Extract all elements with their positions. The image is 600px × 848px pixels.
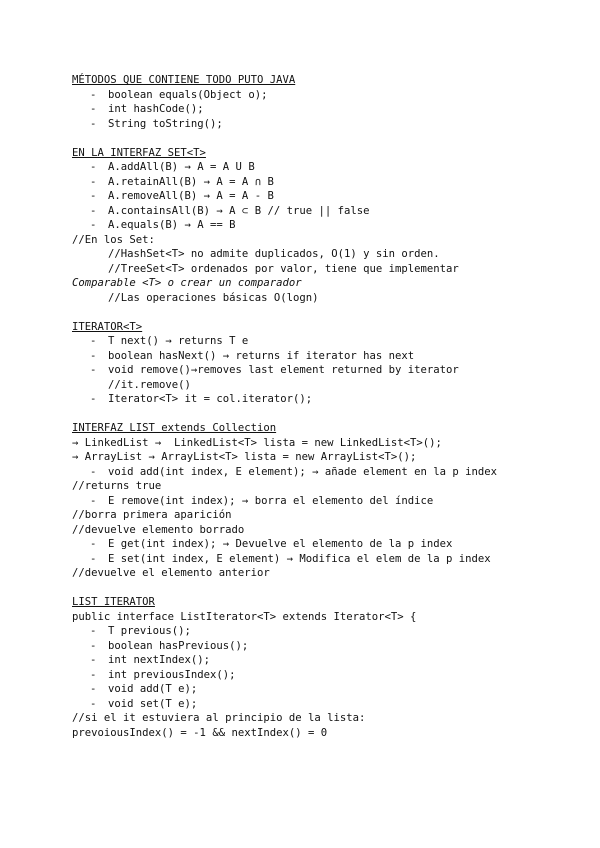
comment-line: //TreeSet<T> ordenados por valor, tiene que implementar bbox=[108, 262, 459, 275]
list-item-text: int nextIndex(); bbox=[108, 654, 211, 666]
list-item bbox=[72, 160, 572, 175]
spacer bbox=[72, 581, 572, 596]
list-item-text: int previousIndex(); bbox=[108, 668, 236, 681]
list-item-text: A.removeAll(B) → A = A - B bbox=[108, 190, 274, 202]
bullet-dash: - bbox=[90, 204, 97, 217]
list-item-text: E get(int index); → Devuelve el elemento de la p index bbox=[108, 538, 453, 550]
bullet-dash: - bbox=[90, 393, 97, 405]
bullet-dash: - bbox=[90, 161, 97, 173]
list-item-text: E remove(int index); → borra el elemento del índice bbox=[108, 494, 434, 507]
list-item bbox=[72, 334, 572, 349]
list-item bbox=[72, 494, 572, 509]
list-item-text: void add(T e); bbox=[108, 683, 198, 695]
list-item bbox=[72, 189, 572, 204]
list-item bbox=[72, 102, 572, 117]
notes-content bbox=[72, 73, 572, 740]
comment-line: Comparable <T> o crear un comparador bbox=[72, 277, 302, 289]
list-item-text: void remove()→removes last element returned by iterator bbox=[108, 364, 459, 376]
list-item bbox=[72, 218, 572, 233]
bullet-dash: - bbox=[90, 465, 97, 478]
list-item bbox=[72, 204, 572, 219]
section-heading-set: EN LA INTERFAZ SET<T> bbox=[72, 146, 206, 159]
list-item-text: A.containsAll(B) → A ⊂ B // true || false bbox=[108, 204, 370, 217]
bullet-dash: - bbox=[90, 683, 97, 695]
comment-line: //si el it estuviera al principio de la lista: bbox=[72, 712, 366, 724]
list-item-text: A.addAll(B) → A = A U B bbox=[108, 161, 255, 173]
list-item bbox=[72, 363, 572, 378]
code-line: public interface ListIterator<T> extends Iterator<T> { bbox=[72, 610, 417, 623]
list-item bbox=[72, 349, 572, 364]
bullet-dash: - bbox=[90, 494, 97, 507]
bullet-dash: - bbox=[90, 349, 97, 362]
list-item-text: A.retainAll(B) → A = A ∩ B bbox=[108, 175, 274, 188]
bullet-dash: - bbox=[90, 552, 97, 565]
list-item bbox=[72, 552, 572, 567]
list-item bbox=[72, 88, 572, 103]
list-item-text: E set(int index, E element) → Modifica el elem de la p index bbox=[108, 552, 491, 565]
bullet-dash: - bbox=[90, 364, 97, 376]
list-item-text: A.equals(B) → A == B bbox=[108, 219, 236, 231]
list-item bbox=[72, 465, 572, 480]
spacer bbox=[72, 407, 572, 422]
spacer bbox=[72, 131, 572, 146]
list-item-text: boolean hasNext() → returns if iterator has next bbox=[108, 349, 415, 362]
list-item-text: boolean equals(Object o); bbox=[108, 88, 268, 101]
list-item-text: Iterator<T> it = col.iterator(); bbox=[108, 393, 313, 405]
list-item bbox=[72, 175, 572, 190]
section-heading-list-iterator: LIST ITERATOR bbox=[72, 596, 155, 608]
list-item bbox=[72, 668, 572, 683]
bullet-dash: - bbox=[90, 190, 97, 202]
section-heading-iterator: ITERATOR<T> bbox=[72, 320, 143, 333]
section-heading-list: INTERFAZ LIST extends Collection bbox=[72, 422, 277, 434]
list-item bbox=[72, 653, 572, 668]
bullet-dash: - bbox=[90, 697, 97, 710]
comment-line: //En los Set: bbox=[72, 233, 155, 246]
bullet-dash: - bbox=[90, 117, 97, 130]
bullet-dash: - bbox=[90, 625, 97, 637]
bullet-dash: - bbox=[90, 654, 97, 666]
list-item bbox=[72, 682, 572, 697]
list-item-text: void add(int index, E element); → añade element en la p index bbox=[108, 465, 498, 478]
list-item bbox=[72, 697, 572, 712]
code-line: → ArrayList → ArrayList<T> lista = new ArrayList<T>(); bbox=[72, 451, 417, 463]
code-line: → LinkedList → LinkedList<T> lista = new LinkedList<T>(); bbox=[72, 436, 442, 449]
comment-line: //devuelve elemento borrado bbox=[72, 523, 245, 536]
bullet-dash: - bbox=[90, 103, 97, 115]
comment-line: //devuelve el elemento anterior bbox=[72, 567, 270, 579]
list-item bbox=[72, 117, 572, 132]
list-item-text: void set(T e); bbox=[108, 697, 198, 710]
bullet-dash: - bbox=[90, 538, 97, 550]
bullet-dash: - bbox=[90, 668, 97, 681]
comment-line: //it.remove() bbox=[108, 378, 191, 391]
comment-line: //HashSet<T> no admite duplicados, O(1) y sin orden. bbox=[108, 248, 440, 260]
list-item-text: int hashCode(); bbox=[108, 103, 204, 115]
list-item bbox=[72, 392, 572, 407]
list-item-text: T previous(); bbox=[108, 625, 191, 637]
list-item bbox=[72, 639, 572, 654]
bullet-dash: - bbox=[90, 88, 97, 101]
list-item bbox=[72, 624, 572, 639]
bullet-dash: - bbox=[90, 219, 97, 231]
bullet-dash: - bbox=[90, 639, 97, 652]
list-item bbox=[72, 537, 572, 552]
bullet-dash: - bbox=[90, 175, 97, 188]
section-heading-java-methods: MÉTODOS QUE CONTIENE TODO PUTO JAVA bbox=[72, 74, 296, 86]
list-item-text: T next() → returns T e bbox=[108, 335, 249, 347]
list-item-text: String toString(); bbox=[108, 117, 223, 130]
comment-line: //Las operaciones básicas O(logn) bbox=[108, 291, 319, 304]
comment-line: //borra primera aparición bbox=[72, 509, 232, 521]
spacer bbox=[72, 305, 572, 320]
list-item-text: boolean hasPrevious(); bbox=[108, 639, 249, 652]
bullet-dash: - bbox=[90, 335, 97, 347]
code-line: prevoiousIndex() = -1 && nextIndex() = 0 bbox=[72, 726, 328, 739]
comment-line: //returns true bbox=[72, 480, 162, 492]
